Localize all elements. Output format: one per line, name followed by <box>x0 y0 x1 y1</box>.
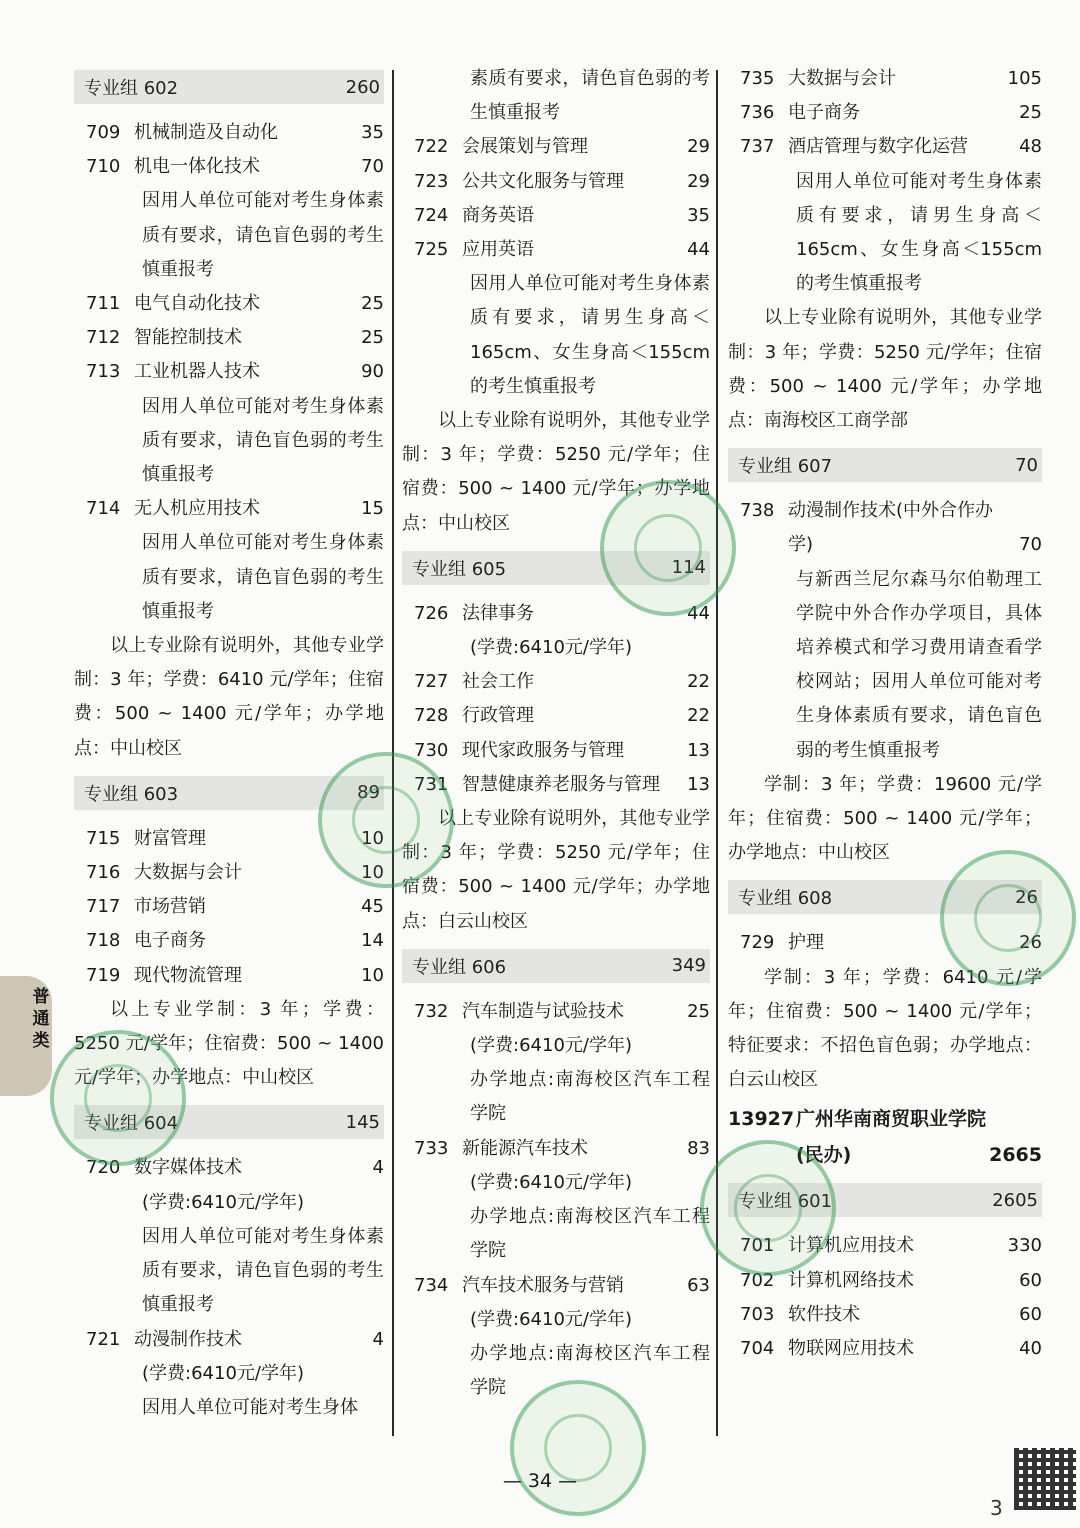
group-summary: 学制：3 年；学费：6410 元/学年；住宿费：500 ~ 1400 元/学年；特征要求：不招色盲色弱；办学地点：白云山校区 <box>728 966 1042 1091</box>
group-header-603: 专业组 603 89 <box>74 776 384 810</box>
major-location: 办学地点:南海校区汽车工程学院 <box>470 1069 710 1125</box>
major-row: 724 商务英语 35 <box>414 204 710 226</box>
group-summary: 以上专业除有说明外，其他专业学制：3 年；学费：6410 元/学年；住宿费：500 ~ 1400 元/学年；办学地点：中山校区 <box>74 635 384 759</box>
institution-header <box>728 1101 1042 1173</box>
group-header-604: 专业组 604 145 <box>74 1105 384 1139</box>
side-category-label: 普通类 <box>32 987 50 1051</box>
group-header-601: 专业组 601 2605 <box>728 1183 1042 1217</box>
group-summary: 以上专业学制：3 年；学费：5250 元/学年；住宿费：500 ~ 1400 元/学年；办学地点：中山校区 <box>74 998 384 1089</box>
column-divider-1 <box>392 70 394 1436</box>
major-note: 素质有要求，请色盲色弱的考生慎重报考 <box>470 68 710 124</box>
column-2 <box>402 62 710 1405</box>
major-row: 726 法律事务 44 <box>414 602 710 624</box>
major-row: 738 动漫制作技术(中外合作办 <box>740 500 994 522</box>
major-row: 学) 70 <box>788 534 1042 556</box>
major-row: 709 机械制造及自动化 35 <box>86 122 384 143</box>
major-fee: (学费:6410元/学年) <box>470 1171 632 1193</box>
major-row: 730 现代家政服务与管理 13 <box>414 739 710 761</box>
column-3 <box>728 62 1042 1366</box>
major-row: 703 软件技术 60 <box>740 1303 1042 1325</box>
major-note: 因用人单位可能对考生身体素质有要求，请男生身高＜165cm、女生身高＜155cm 的考生慎重报考 <box>796 170 1042 295</box>
major-row: 733 新能源汽车技术 83 <box>414 1137 710 1159</box>
major-note: 因用人单位可能对考生身体 <box>142 1396 358 1418</box>
institution-code: 13927 <box>728 1108 795 1131</box>
major-row: 718 电子商务 14 <box>86 930 384 952</box>
major-row: 701 计算机应用技术 330 <box>740 1235 1042 1257</box>
page-number: — 34 — <box>502 1470 578 1492</box>
major-row: 734 汽车技术服务与营销 63 <box>414 1274 710 1296</box>
major-row: 725 应用英语 44 <box>414 239 710 261</box>
major-row: 736 电子商务 25 <box>740 102 1042 124</box>
major-row: 729 护理 26 <box>740 932 1042 954</box>
column-divider-2 <box>716 70 718 1436</box>
group-header-602: 专业组 602 260 <box>74 70 384 104</box>
major-row: 712 智能控制技术 25 <box>86 327 384 349</box>
major-location: 办学地点:南海校区汽车工程学院 <box>470 1342 710 1399</box>
major-location: 办学地点:南海校区汽车工程学院 <box>470 1206 710 1262</box>
group-header-605: 专业组 605 114 <box>402 551 710 585</box>
major-row: 735 大数据与会计 105 <box>740 68 1042 89</box>
group-header-607: 专业组 607 70 <box>728 448 1042 482</box>
major-row: 713 工业机器人技术 90 <box>86 361 384 383</box>
major-row: 737 酒店管理与数字化运营 48 <box>740 136 1042 158</box>
major-row: 710 机电一体化技术 70 <box>86 156 384 178</box>
group-summary: 以上专业除有说明外，其他专业学制：3 年；学费：5250 元/学年；住宿费：500 ~ 1400 元/学年；办学地点：白云山校区 <box>402 808 710 932</box>
column-1 <box>74 62 384 1425</box>
major-fee: (学费:6410元/学年) <box>142 1362 304 1384</box>
major-note: 因用人单位可能对考生身体素质有要求，请色盲色弱的考生慎重报考 <box>142 190 384 280</box>
major-row: 702 计算机网络技术 60 <box>740 1269 1042 1291</box>
major-fee: (学费:6410元/学年) <box>470 1035 632 1057</box>
major-row: 719 现代物流管理 10 <box>86 964 384 986</box>
major-row: 714 无人机应用技术 15 <box>86 498 384 520</box>
group-summary: 学制：3 年；学费：19600 元/学年；住宿费：500 ~ 1400 元/学年；办学地点：中山校区 <box>728 773 1042 864</box>
major-row: 728 行政管理 22 <box>414 705 710 727</box>
major-row: 732 汽车制造与试验技术 25 <box>414 1000 710 1022</box>
major-row: 715 财富管理 10 <box>86 827 384 849</box>
group-summary: 以上专业除有说明外，其他专业学制：3 年；学费：5250 元/学年；住宿费：500 ~ 1400 元/学年；办学地点：中山校区 <box>402 410 710 534</box>
major-row: 723 公共文化服务与管理 29 <box>414 170 710 192</box>
major-note: 因用人单位可能对考生身体素质有要求，请色盲色弱的考生慎重报考 <box>142 395 384 486</box>
qr-code-icon <box>1014 1448 1076 1510</box>
major-fee: (学费:6410元/学年) <box>470 637 632 659</box>
major-fee: (学费:6410元/学年) <box>142 1191 304 1213</box>
group-header-606: 专业组 606 349 <box>402 949 710 983</box>
major-row: 721 动漫制作技术 4 <box>86 1328 384 1350</box>
major-fee: (学费:6410元/学年) <box>470 1308 632 1330</box>
major-note: 因用人单位可能对考生身体素质有要求，请色盲色弱的考生慎重报考 <box>142 532 384 622</box>
major-row: 722 会展策划与管理 29 <box>414 136 710 158</box>
major-row: 731 智慧健康养老服务与管理 13 <box>414 773 710 795</box>
major-row: 711 电气自动化技术 25 <box>86 293 384 315</box>
major-row: 704 物联网应用技术 40 <box>740 1338 1042 1360</box>
major-note: 因用人单位可能对考生身体素质有要求，请男生身高＜165cm、女生身高＜155cm 的考生慎重报考 <box>470 273 710 397</box>
major-row: 727 社会工作 22 <box>414 671 710 693</box>
institution-type: (民办) <box>796 1144 852 1167</box>
major-note: 因用人单位可能对考生身体素质有要求，请色盲色弱的考生慎重报考 <box>142 1225 384 1316</box>
group-header-608: 专业组 608 26 <box>728 880 1042 914</box>
major-row: 717 市场营销 45 <box>86 896 384 918</box>
major-row: 720 数字媒体技术 4 <box>86 1157 384 1179</box>
group-summary: 以上专业除有说明外，其他专业学制：3 年；学费：5250 元/学年；住宿费：500 ~ 1400 元/学年；办学地点：南海校区工商学部 <box>728 307 1042 432</box>
major-note: 与新西兰尼尔森马尔伯勒理工学院中外合作办学项目，具体培养模式和学习费用请查看学校网站；因用人单位可能对考生身体素质有要求，请色盲色弱的考生慎重报考 <box>796 568 1042 761</box>
corner-mark: 3 <box>990 1496 1003 1520</box>
institution-count: 2665 <box>989 1144 1042 1167</box>
major-row: 716 大数据与会计 10 <box>86 862 384 884</box>
institution-name: 广州华南商贸职业学院 <box>796 1108 987 1131</box>
